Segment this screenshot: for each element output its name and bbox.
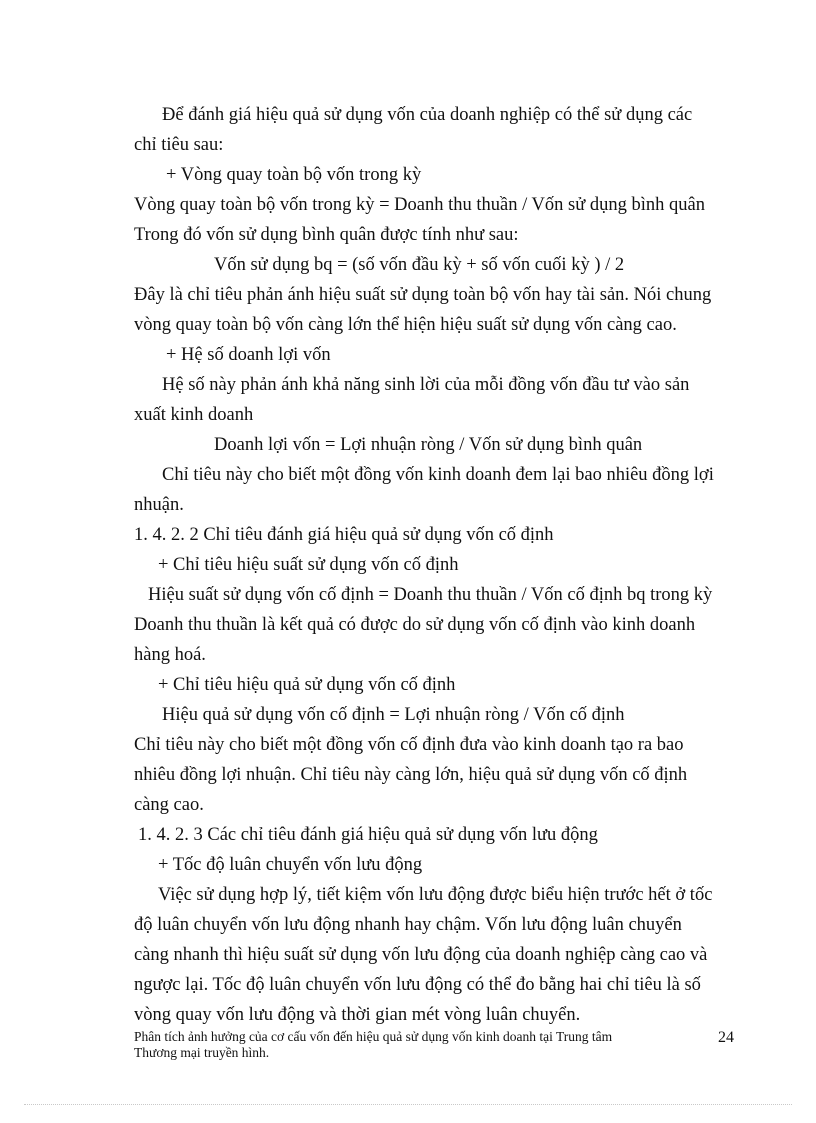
list-item-heading: + Vòng quay toàn bộ vốn trong kỳ	[166, 165, 422, 185]
paragraph-line: Để đánh giá hiệu quả sử dụng vốn của doanh nghiệp có thể sử dụng các	[162, 105, 693, 125]
paragraph-line: xuất kinh doanh	[134, 405, 254, 425]
list-item-heading: + Chỉ tiêu hiệu suất sử dụng vốn cố định	[158, 555, 459, 575]
section-heading: 1. 4. 2. 3 Các chỉ tiêu đánh giá hiệu quả sử dụng vốn lưu động	[138, 825, 598, 845]
list-item-heading: + Chỉ tiêu hiệu quả sử dụng vốn cố định	[158, 675, 456, 695]
paragraph-line: hàng hoá.	[134, 645, 206, 665]
paragraph-line: Doanh thu thuần là kết quả có được do sử dụng vốn cố định vào kinh doanh	[134, 615, 696, 635]
footer-title-line-1: Phân tích ảnh hưởng của cơ cấu vốn đến hiệu quả sử dụng vốn kinh doanh tại Trung tâm	[134, 1029, 613, 1044]
paragraph-line: ngược lại. Tốc độ luân chuyển vốn lưu động có thể đo bằng hai chỉ tiêu là số	[134, 975, 701, 995]
paragraph-line: Chỉ tiêu này cho biết một đồng vốn cố định đưa vào kinh doanh tạo ra bao	[134, 735, 684, 755]
formula-line: Vốn sử dụng bq = (số vốn đầu kỳ + số vốn cuối kỳ ) / 2	[214, 255, 625, 275]
paragraph-line: Hệ số này phản ánh khả năng sinh lời của mỗi đồng vốn đầu tư vào sản	[162, 375, 690, 395]
paragraph-line: nhuận.	[134, 495, 184, 515]
formula-line: Doanh lợi vốn = Lợi nhuận ròng / Vốn sử dụng bình quân	[214, 435, 643, 455]
list-item-heading: + Hệ số doanh lợi vốn	[166, 345, 331, 365]
section-heading: 1. 4. 2. 2 Chỉ tiêu đánh giá hiệu quả sử dụng vốn cố định	[134, 525, 554, 545]
paragraph-line: càng nhanh thì hiệu suất sử dụng vốn lưu động của doanh nghiệp càng cao và	[134, 945, 708, 965]
formula-line: Hiệu quả sử dụng vốn cố định = Lợi nhuận ròng / Vốn cố định	[162, 705, 625, 725]
paragraph-line: càng cao.	[134, 795, 204, 815]
paragraph-line: nhiêu đồng lợi nhuận. Chỉ tiêu này càng lớn, hiệu quả sử dụng vốn cố định	[134, 765, 688, 785]
paragraph-line: vòng quay toàn bộ vốn càng lớn thể hiện hiệu suất sử dụng vốn càng cao.	[134, 315, 677, 335]
page-bottom-divider	[24, 1104, 792, 1105]
paragraph-line: Chỉ tiêu này cho biết một đồng vốn kinh doanh đem lại bao nhiêu đồng lợi	[162, 465, 714, 485]
paragraph-line: Trong đó vốn sử dụng bình quân được tính như sau:	[134, 225, 519, 245]
formula-line: Hiệu suất sử dụng vốn cố định = Doanh thu thuần / Vốn cố định bq trong kỳ	[148, 585, 713, 605]
paragraph-line: độ luân chuyển vốn lưu động nhanh hay chậm. Vốn lưu động luân chuyển	[134, 915, 682, 935]
paragraph-line: chỉ tiêu sau:	[134, 135, 224, 155]
paragraph-line: Đây là chỉ tiêu phản ánh hiệu suất sử dụng toàn bộ vốn hay tài sản. Nói chung	[134, 285, 712, 305]
page-number: 24	[718, 1029, 734, 1046]
list-item-heading: + Tốc độ luân chuyển vốn lưu động	[158, 855, 423, 875]
paragraph-line: vòng quay vốn lưu động và thời gian mét vòng luân chuyển.	[134, 1005, 581, 1025]
paragraph-line: Việc sử dụng hợp lý, tiết kiệm vốn lưu động được biểu hiện trước hết ở tốc	[158, 885, 713, 905]
formula-line: Vòng quay toàn bộ vốn trong kỳ = Doanh thu thuần / Vốn sử dụng bình quân	[134, 195, 705, 215]
footer-title-line-2: Thương mại truyền hình.	[134, 1045, 270, 1060]
